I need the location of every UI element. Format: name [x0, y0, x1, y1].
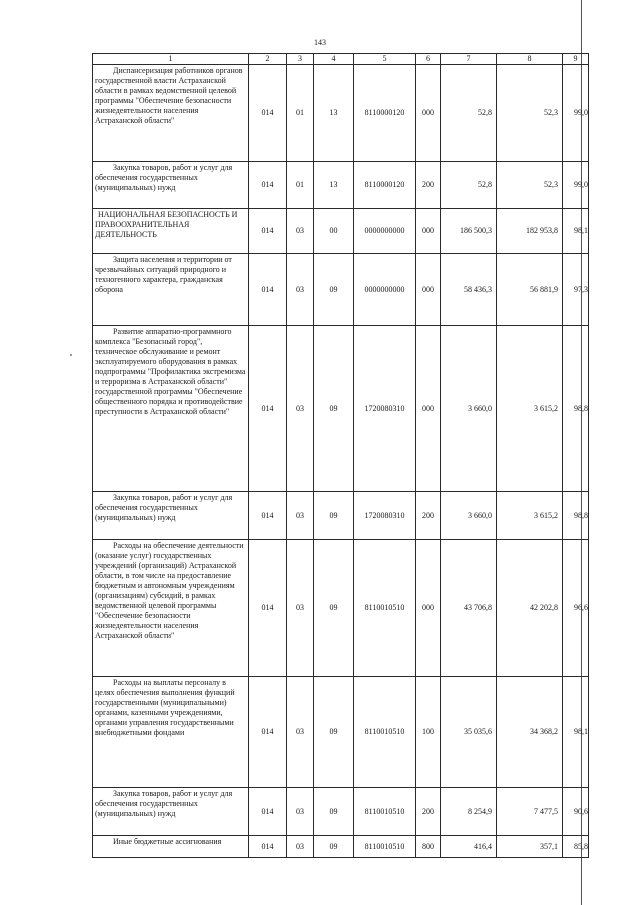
header-row: [93, 54, 589, 65]
cell-c9: 98,1: [563, 677, 589, 788]
col-header-5: 5: [354, 54, 416, 65]
cell-c6: 800: [416, 836, 441, 858]
col-header-7: 7: [441, 54, 497, 65]
table-row: [93, 677, 589, 788]
col-header-6: 6: [416, 54, 441, 65]
table-row: [93, 162, 589, 209]
col-header-9: 9: [563, 54, 589, 65]
cell-c3: 03: [287, 492, 314, 540]
col-header-4: 4: [314, 54, 354, 65]
cell-c3: 01: [287, 162, 314, 209]
cell-c3: 03: [287, 788, 314, 836]
col-header-3: 3: [287, 54, 314, 65]
cell-c8: 3 615,2: [497, 326, 563, 492]
table-row: [93, 326, 589, 492]
cell-c2: 014: [249, 326, 287, 492]
cell-c9: 98,8: [563, 326, 589, 492]
row-name: Диспансеризация работников органов государственной власти Астраханской области в рамках ведомственной целевой программы "Обеспечение безопасности жизнедеятельности населения Астраханской области": [93, 65, 249, 162]
cell-c8: 34 368,2: [497, 677, 563, 788]
cell-c5: 0000000000: [354, 254, 416, 326]
cell-c2: 014: [249, 492, 287, 540]
row-name: Закупка товаров, работ и услуг для обеспечения государственных (муниципальных) нужд: [93, 788, 249, 836]
cell-c7: 3 660,0: [441, 492, 497, 540]
cell-c7: 52,8: [441, 65, 497, 162]
cell-c7: 416,4: [441, 836, 497, 858]
cell-c7: 8 254,9: [441, 788, 497, 836]
table-row: [93, 788, 589, 836]
cell-c3: 03: [287, 836, 314, 858]
row-name: Закупка товаров, работ и услуг для обеспечения государственных (муниципальных) нужд: [93, 492, 249, 540]
table-row: [93, 540, 589, 677]
cell-c3: 03: [287, 209, 314, 254]
cell-c4: 00: [314, 209, 354, 254]
row-name: Расходы на выплаты персоналу в целях обеспечения выполнения функций государственными (муниципальными) органами, казенными учреждениями, органами управления государственными внебюджетными фондами: [93, 677, 249, 788]
cell-c9: 96,6: [563, 540, 589, 677]
cell-c3: 03: [287, 677, 314, 788]
cell-c4: 09: [314, 540, 354, 677]
row-name: Закупка товаров, работ и услуг для обеспечения государственных (муниципальных) нужд: [93, 162, 249, 209]
cell-c2: 014: [249, 209, 287, 254]
cell-c4: 13: [314, 65, 354, 162]
table-row: [93, 209, 589, 254]
table-row: [93, 492, 589, 540]
cell-c9: 97,3: [563, 254, 589, 326]
cell-c3: 03: [287, 326, 314, 492]
cell-c5: 0000000000: [354, 209, 416, 254]
cell-c6: 000: [416, 326, 441, 492]
cell-c6: 000: [416, 254, 441, 326]
cell-c8: 52,3: [497, 162, 563, 209]
cell-c4: 09: [314, 254, 354, 326]
cell-c2: 014: [249, 677, 287, 788]
cell-c9: 85,8: [563, 836, 589, 858]
cell-c5: 8110000120: [354, 162, 416, 209]
row-name: Иные бюджетные ассигнования: [93, 836, 249, 858]
cell-c9: 98,8: [563, 492, 589, 540]
cell-c6: 200: [416, 162, 441, 209]
cell-c5: 1720080310: [354, 492, 416, 540]
col-header-8: 8: [497, 54, 563, 65]
cell-c9: 90,6: [563, 788, 589, 836]
cell-c7: 52,8: [441, 162, 497, 209]
cell-c8: 42 202,8: [497, 540, 563, 677]
cell-c7: 186 500,3: [441, 209, 497, 254]
cell-c3: 03: [287, 540, 314, 677]
cell-c8: 7 477,5: [497, 788, 563, 836]
cell-c9: 99,0: [563, 65, 589, 162]
cell-c4: 09: [314, 326, 354, 492]
table-row: [93, 65, 589, 162]
cell-c9: 99,0: [563, 162, 589, 209]
cell-c2: 014: [249, 65, 287, 162]
cell-c5: 8110010510: [354, 677, 416, 788]
cell-c4: 13: [314, 162, 354, 209]
cell-c2: 014: [249, 836, 287, 858]
cell-c8: 56 881,9: [497, 254, 563, 326]
cell-c5: 8110010510: [354, 788, 416, 836]
row-name: Защита населения и территории от чрезвычайных ситуаций природного и техногенного характера, гражданская оборона: [93, 254, 249, 326]
budget-table: [92, 53, 589, 858]
cell-c4: 09: [314, 788, 354, 836]
row-name: Расходы на обеспечение деятельности (оказание услуг) государственных учреждений (организаций) Астраханской области, в том числе на предоставление бюджетным и автономным учреждениям (организациям) субсидий, в рамках ведомственной целевой программы "Обеспечение безопасности жизнедеятельности населения Астраханской области": [93, 540, 249, 677]
cell-c5: 8110010510: [354, 836, 416, 858]
cell-c7: 43 706,8: [441, 540, 497, 677]
cell-c6: 200: [416, 788, 441, 836]
cell-c6: 100: [416, 677, 441, 788]
scan-speck: [70, 354, 72, 356]
cell-c2: 014: [249, 788, 287, 836]
page-number: 143: [314, 38, 326, 47]
cell-c5: 8110010510: [354, 540, 416, 677]
row-name: Развитие аппаратно-программного комплекса "Безопасный город", техническое обслуживание и ремонт эксплуатируемого оборудования в рамках подпрограммы "Профилактика экстремизма и терроризма в Астраханской области" государственной программы "Обеспечение общественного порядка и противодействие преступности в Астраханской области": [93, 326, 249, 492]
cell-c6: 000: [416, 540, 441, 677]
cell-c2: 014: [249, 540, 287, 677]
row-name: НАЦИОНАЛЬНАЯ БЕЗОПАСНОСТЬ И ПРАВООХРАНИТЕЛЬНАЯ ДЕЯТЕЛЬНОСТЬ: [93, 209, 249, 254]
cell-c4: 09: [314, 677, 354, 788]
cell-c2: 014: [249, 162, 287, 209]
cell-c8: 52,3: [497, 65, 563, 162]
cell-c8: 3 615,2: [497, 492, 563, 540]
cell-c4: 09: [314, 836, 354, 858]
cell-c6: 200: [416, 492, 441, 540]
table-row: [93, 254, 589, 326]
cell-c2: 014: [249, 254, 287, 326]
cell-c6: 000: [416, 65, 441, 162]
cell-c5: 8110000120: [354, 65, 416, 162]
cell-c7: 3 660,0: [441, 326, 497, 492]
cell-c9: 98,1: [563, 209, 589, 254]
cell-c3: 03: [287, 254, 314, 326]
cell-c4: 09: [314, 492, 354, 540]
cell-c8: 182 953,8: [497, 209, 563, 254]
cell-c5: 1720080310: [354, 326, 416, 492]
cell-c7: 58 436,3: [441, 254, 497, 326]
col-header-1: 1: [93, 54, 249, 65]
table-row: [93, 836, 589, 858]
cell-c6: 000: [416, 209, 441, 254]
cell-c3: 01: [287, 65, 314, 162]
col-header-2: 2: [249, 54, 287, 65]
cell-c8: 357,1: [497, 836, 563, 858]
cell-c7: 35 035,6: [441, 677, 497, 788]
